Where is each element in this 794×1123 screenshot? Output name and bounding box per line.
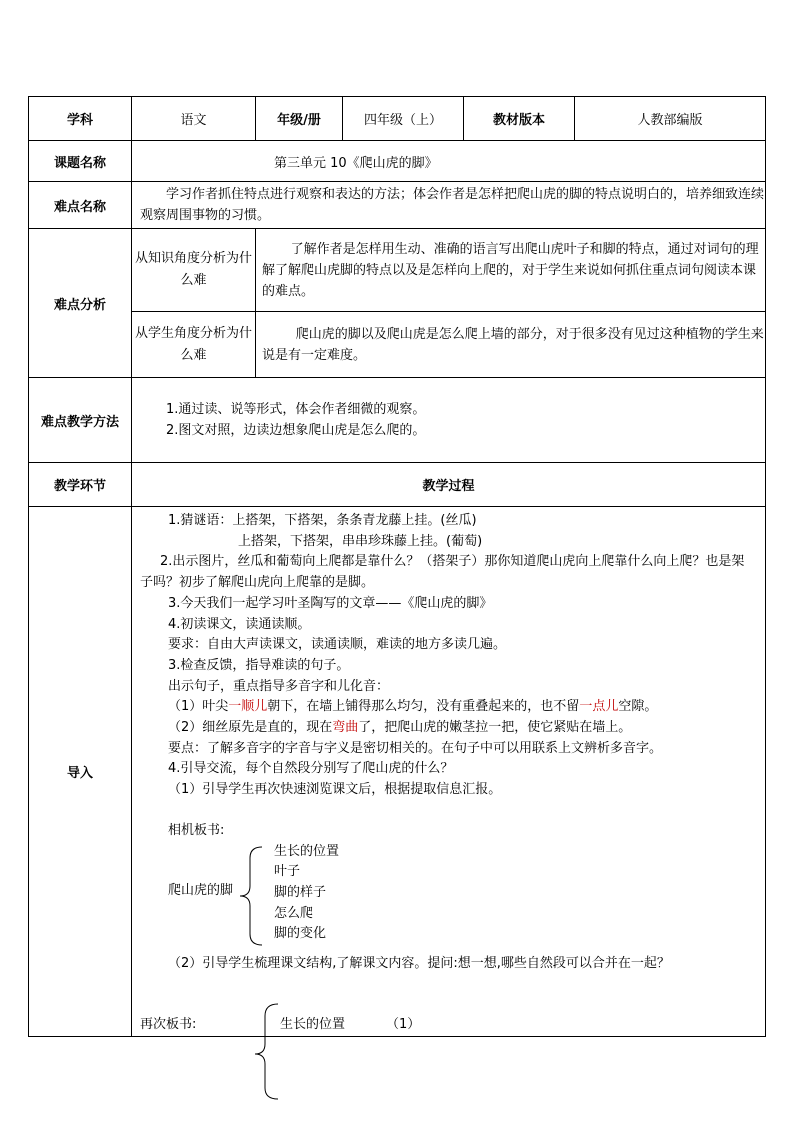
method-list <box>132 378 766 463</box>
intro-line: 3.今天我们一起学习叶圣陶写的文章——《爬山虎的脚》 <box>168 595 493 611</box>
intro-line: 上搭架，下搭架，串串珍珠藤上挂。(葡萄) <box>238 533 483 549</box>
brace-icon <box>252 1002 282 1102</box>
grade-value: 四年级（上） <box>343 97 464 141</box>
text-segment: 空隙。 <box>618 699 658 715</box>
lesson-plan-table <box>28 96 766 1037</box>
board-label: 相机板书: <box>168 822 225 838</box>
subject-label: 学科 <box>29 97 132 141</box>
second-board-number: （1） <box>386 1017 421 1033</box>
spacer <box>140 974 757 1015</box>
edition-value: 人教部编版 <box>575 97 766 141</box>
method-item: 1.通过读、说等形式，体会作者细微的观察。 <box>166 402 426 417</box>
second-board <box>140 1015 757 1036</box>
analysis-row-student <box>29 312 766 378</box>
process-header: 教学过程 <box>132 463 766 507</box>
polyphone-highlight: 一顺儿 <box>228 699 268 715</box>
board-item: 脚的样子 <box>274 884 327 900</box>
method-label: 难点教学方法 <box>29 378 132 463</box>
spacer <box>140 801 757 821</box>
intro-line: （2）引导学生梳理课文结构,了解课文内容。提问:想一想,哪些自然段可以合并在一起？ <box>168 955 670 971</box>
stage-header: 教学环节 <box>29 463 132 507</box>
difficulty-label: 难点名称 <box>29 182 132 229</box>
analysis-row-knowledge <box>29 229 766 312</box>
board-diagram <box>140 844 757 948</box>
polyphone-highlight: 弯曲 <box>332 720 359 736</box>
intro-stage-label: 导入 <box>29 507 132 1037</box>
second-board-item: 生长的位置 <box>280 1017 346 1033</box>
intro-content <box>132 507 766 1037</box>
intro-row <box>29 507 766 1037</box>
intro-line: 要点：了解多音字的字音与字义是密切相关的。在句子中可以用联系上文辨析多音字。 <box>168 740 663 756</box>
board-root: 爬山虎的脚 <box>168 882 234 898</box>
intro-line: 3.检查反馈，指导难读的句子。 <box>168 657 350 673</box>
example-sentence-1 <box>140 697 757 718</box>
method-row <box>29 378 766 463</box>
board-item: 脚的变化 <box>274 926 327 942</box>
knowledge-label: 从知识角度分析为什么难 <box>132 229 256 312</box>
grade-label: 年级/册 <box>256 97 343 141</box>
text-segment: （1）叶尖 <box>168 699 229 715</box>
intro-line: 2.出示图片，丝瓜和葡萄向上爬都是靠什么？（搭架子）那你知道爬山虎向上爬靠什么向上爬？也是架子吗？初步了解爬山虎向上爬靠的是脚。 <box>140 554 745 591</box>
analysis-label: 难点分析 <box>29 229 132 378</box>
polyphone-highlight: 一点儿 <box>579 699 619 715</box>
text-segment: 了，把爬山虎的嫩茎拉一把，使它紧贴在墙上。 <box>358 720 632 736</box>
second-board-label: 再次板书: <box>140 1017 197 1033</box>
student-label: 从学生角度分析为什么难 <box>132 312 256 378</box>
board-item: 生长的位置 <box>274 843 340 859</box>
intro-line: （1）引导学生再次快速浏览课文后，根据提取信息汇报。 <box>168 782 502 798</box>
intro-line: 1.猜谜语：上搭架，下搭架，条条青龙藤上挂。(丝瓜) <box>168 513 477 528</box>
board-item: 怎么爬 <box>274 905 314 921</box>
student-value: 爬山虎的脚以及爬山虎是怎么爬上墙的部分，对于很多没有见过这种植物的学生来说是有一定难度。 <box>256 312 766 378</box>
subject-value: 语文 <box>132 97 256 141</box>
intro-line: 要求：自由大声读课文，读通读顺，难读的地方多读几遍。 <box>168 637 507 653</box>
lesson-row <box>29 141 766 182</box>
brace-icon <box>228 844 268 948</box>
method-item: 2.图文对照，边读边想象爬山虎是怎么爬的。 <box>166 423 426 438</box>
intro-line: 4.初读课文，读通读顺。 <box>168 616 311 632</box>
knowledge-value: 了解作者是怎样用生动、准确的语言写出爬山虎叶子和脚的特点，通过对词句的理解了解爬山虎脚的特点以及是怎样向上爬的，对于学生来说如何抓住重点词句阅读本课的难点。 <box>256 229 766 312</box>
process-header-row <box>29 463 766 507</box>
lesson-label: 课题名称 <box>29 141 132 182</box>
edition-label: 教材版本 <box>464 97 575 141</box>
difficulty-row <box>29 182 766 229</box>
board-items <box>274 842 339 946</box>
text-segment: 朝下，在墙上铺得那么均匀，没有重叠起来的，也不留 <box>267 699 580 715</box>
difficulty-value: 学习作者抓住特点进行观察和表达的方法；体会作者是怎样把爬山虎的脚的特点说明白的，培养细致连续观察周围事物的习惯。 <box>132 182 766 229</box>
text-segment: （2）细丝原先是直的，现在 <box>168 720 333 736</box>
header-row <box>29 97 766 141</box>
intro-line: 4.引导交流，每个自然段分别写了爬山虎的什么？ <box>168 761 454 777</box>
example-sentence-2 <box>140 718 757 739</box>
board-item: 叶子 <box>274 864 301 880</box>
lesson-value: 第三单元 10《爬山虎的脚》 <box>132 141 766 182</box>
intro-line: 出示句子，重点指导多音字和儿化音： <box>168 678 390 694</box>
